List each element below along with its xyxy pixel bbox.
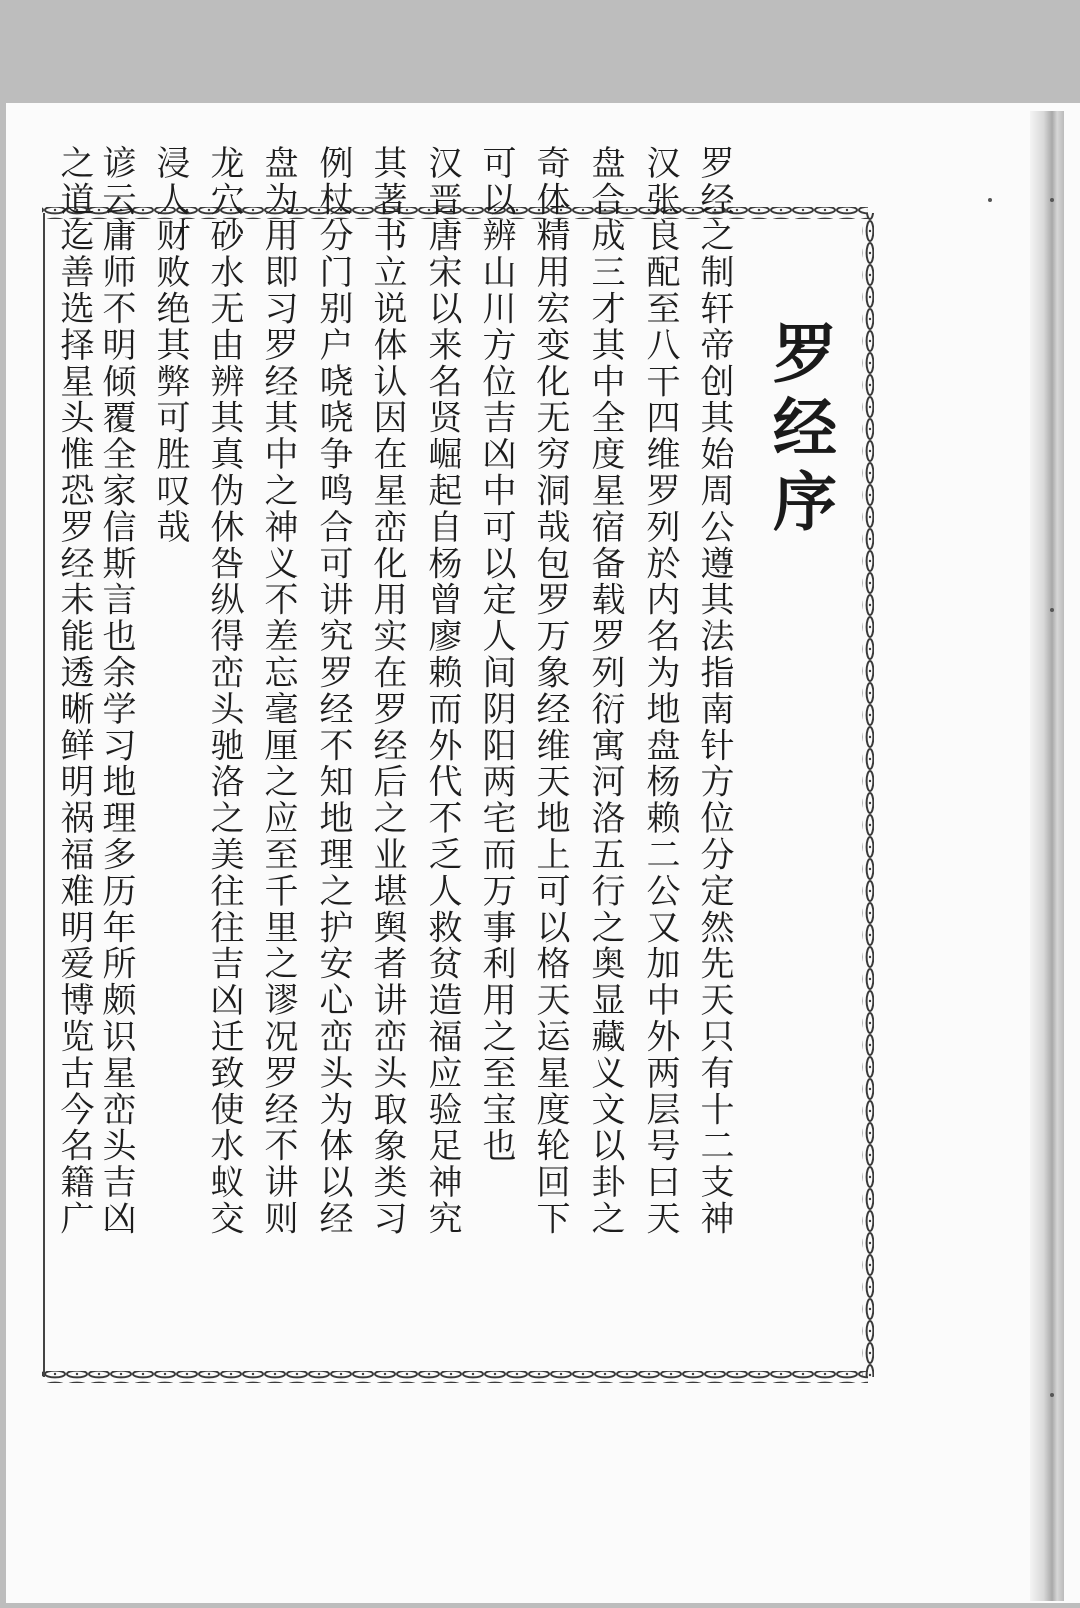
text-column: 汉晋唐宋以来名贤崛起自杨曾廖赖而外代不乏人救贫造福应验足神究: [422, 145, 462, 1237]
text-column: 龙穴砂水无由辨其真伪休咎纵得峦头驰洛之美往往吉凶迁致使水蚁交: [204, 145, 244, 1237]
text-column: 可以辨山川方位吉凶中可以定人间阴阳两宅而万事利用之至宝也: [476, 145, 516, 1165]
text-column: 汉张良配至八干四维罗列於内名为地盘杨赖二公又加中外两层号曰天: [640, 145, 680, 1237]
text-column: 之道迄善选择星头惟恐罗经未能透晰鲜明祸福难明爱博览古今名籍广: [54, 145, 94, 1237]
text-column: 其著书立说体认因在星峦化用实在罗经后之业堪舆者讲峦头取象类习: [367, 145, 407, 1237]
text-column: 罗经之制轩帝创其始周公遵其法指南针方位分定然先天只有十二支神: [694, 145, 734, 1237]
text-column: 盘合成三才其中全度星宿备载罗列衍寓河洛五行之奥显藏义文以卦之: [585, 145, 625, 1237]
text-column: 浸人财败绝其弊可胜叹哉: [150, 145, 190, 546]
text-column: 盘为用即习罗经其中之神义不差忘毫厘之应至千里之谬况罗经不讲则: [258, 145, 298, 1237]
document-title: 罗经序: [762, 320, 837, 542]
text-column: 例杖分门别户哓哓争鸣合可讲究罗经不知地理之护安心峦头为体以经: [313, 145, 353, 1237]
text-column: 奇体精用宏变化无穷洞哉包罗万象经维天地上可以格天运星度轮回下: [530, 145, 570, 1237]
text-column: 谚云庸师不明倾覆全家信斯言也余学习地理多历年所颇识星峦头吉凶: [96, 145, 136, 1237]
